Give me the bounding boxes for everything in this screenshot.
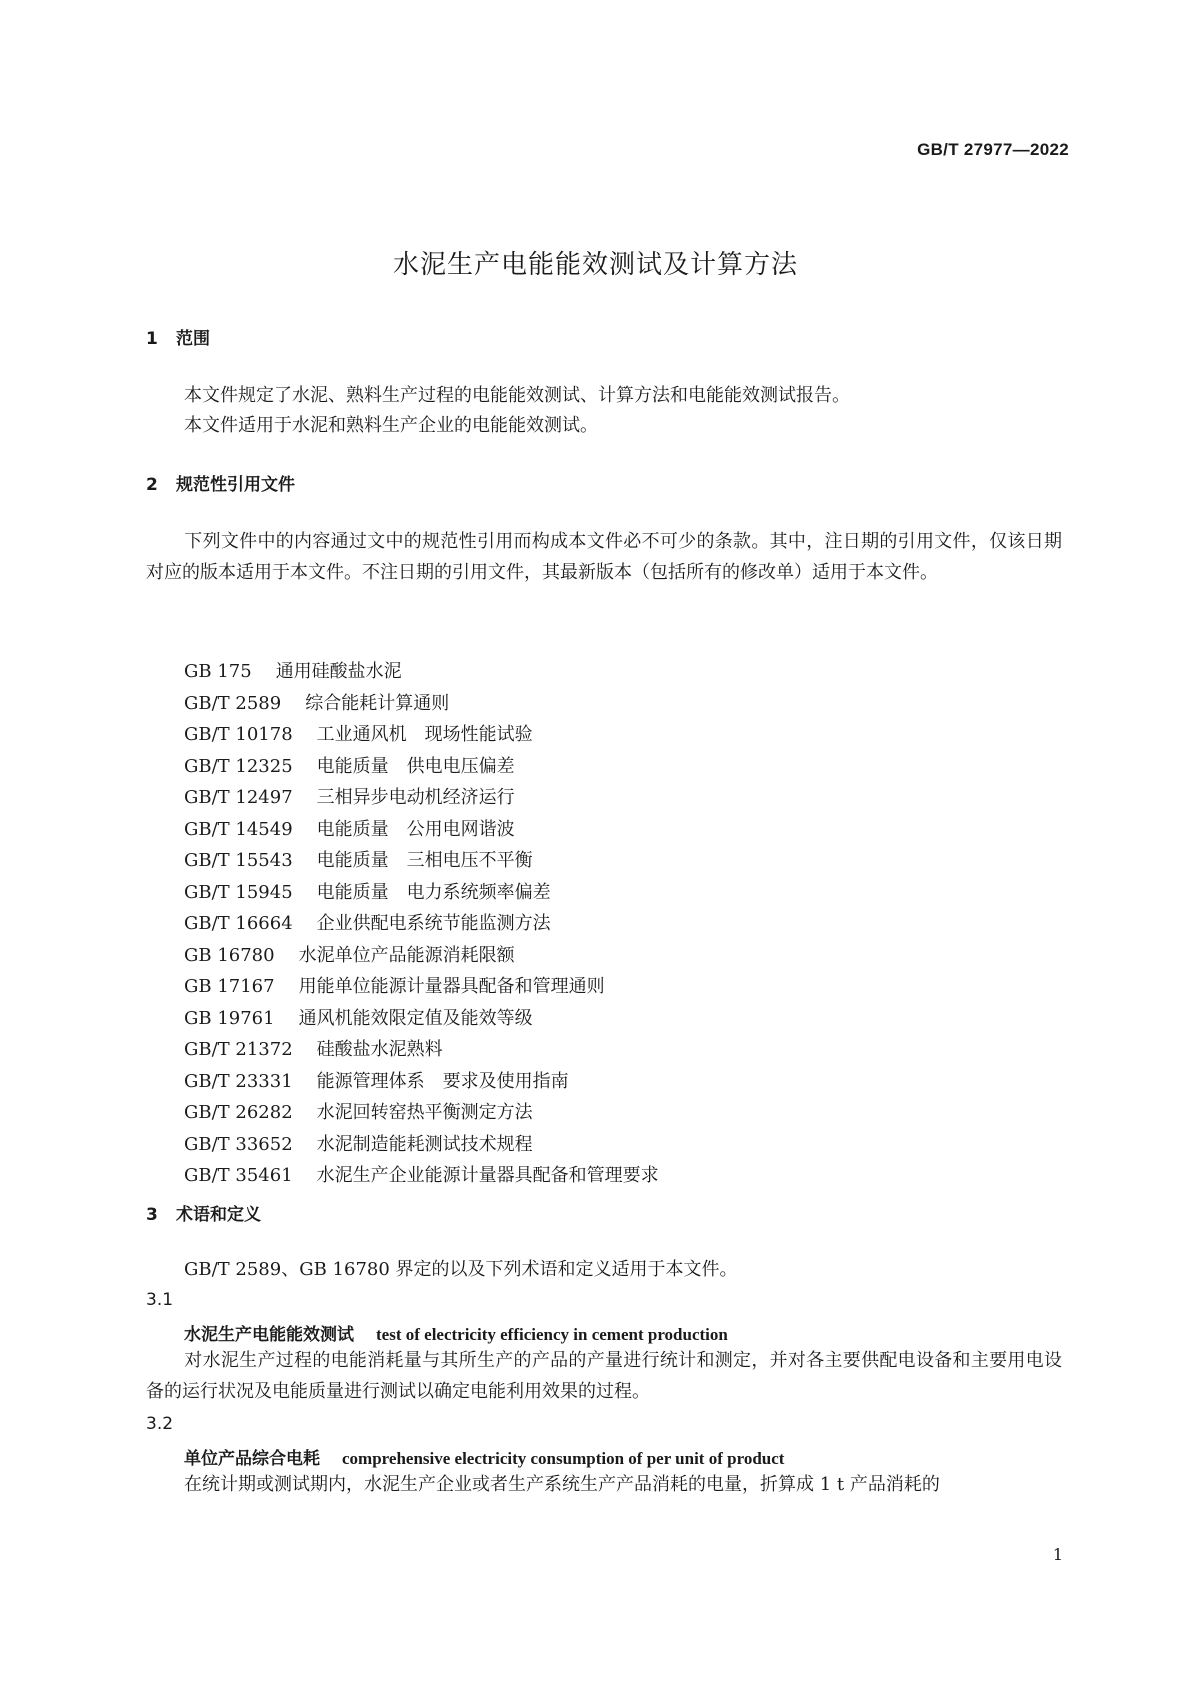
list-item	[184, 1129, 659, 1161]
reference-code: GB 19761	[184, 1007, 275, 1029]
term-chinese: 单位产品综合电耗	[184, 1449, 320, 1469]
paragraph	[146, 380, 1062, 411]
reference-code: GB/T 26282	[184, 1102, 293, 1123]
document-title: 水泥生产电能能效测试及计算方法	[392, 250, 798, 280]
paragraph-text: 本文件适用于水泥和熟料生产企业的电能能效测试。	[184, 415, 598, 436]
term-definition	[146, 1469, 1062, 1500]
term-entry	[184, 1444, 784, 1469]
list-item	[184, 908, 659, 940]
terms-intro	[146, 1254, 1062, 1285]
reference-title: 水泥回转窑热平衡测定方法	[316, 1102, 533, 1123]
reference-code: GB 175	[184, 661, 252, 682]
reference-code: GB/T 21372	[184, 1039, 293, 1060]
list-item	[184, 1160, 659, 1192]
section-title: 范围	[176, 329, 210, 349]
list-item	[184, 1097, 659, 1129]
standard-code: GB/T 27977—2022	[917, 140, 1069, 159]
reference-title: 水泥制造能耗测试技术规程	[316, 1133, 533, 1155]
list-item	[184, 940, 659, 972]
reference-code: GB/T 14549	[184, 818, 293, 840]
section-title: 术语和定义	[176, 1205, 261, 1225]
section-number: 2	[146, 475, 158, 495]
section-number: 3	[146, 1205, 158, 1225]
reference-title: 电能质量 供电电压偏差	[316, 755, 515, 777]
list-item	[184, 719, 659, 751]
paragraph-text: 在统计期或测试期内，水泥生产企业或者生产系统生产产品消耗的电量，折算成 1 t 产品消耗的	[184, 1474, 940, 1495]
reference-title: 电能质量 三相电压不平衡	[316, 850, 533, 871]
list-item	[184, 877, 659, 909]
reference-title: 综合能耗计算通则	[305, 692, 450, 714]
section-number: 1	[146, 329, 158, 349]
list-item	[184, 688, 659, 720]
term-number: 3.2	[146, 1414, 174, 1434]
reference-code: GB/T 15543	[184, 850, 293, 871]
section-heading-scope	[146, 324, 210, 349]
section-title: 规范性引用文件	[176, 475, 295, 495]
list-item	[184, 1003, 659, 1035]
paragraph	[146, 410, 1062, 441]
paragraph-text: GB/T 2589、GB 16780 界定的以及下列术语和定义适用于本文件。	[184, 1259, 738, 1280]
reference-code: GB/T 35461	[184, 1165, 293, 1186]
reference-title: 能源管理体系 要求及使用指南	[316, 1070, 569, 1092]
reference-code: GB 16780	[184, 944, 275, 966]
reference-title: 电能质量 电力系统频率偏差	[316, 881, 551, 903]
reference-code: GB/T 16664	[184, 913, 293, 934]
reference-code: GB/T 2589	[184, 692, 282, 714]
reference-title: 硅酸盐水泥熟料	[316, 1039, 443, 1060]
list-item	[184, 782, 659, 814]
term-english: test of electricity efficiency in cement production	[376, 1325, 728, 1344]
list-item	[184, 845, 659, 877]
term-definition	[146, 1345, 1062, 1407]
reference-code: GB 17167	[184, 976, 275, 997]
references-intro	[146, 526, 1062, 588]
reference-title: 三相异步电动机经济运行	[316, 787, 515, 808]
reference-title: 用能单位能源计量器具配备和管理通则	[298, 976, 605, 997]
list-item	[184, 971, 659, 1003]
term-number: 3.1	[146, 1290, 174, 1310]
list-item	[184, 656, 659, 688]
reference-list	[184, 656, 659, 1192]
reference-code: GB/T 12497	[184, 787, 293, 808]
paragraph-text: 本文件规定了水泥、熟料生产过程的电能能效测试、计算方法和电能能效测试报告。	[184, 385, 850, 406]
paragraph-text: 对水泥生产过程的电能消耗量与其所生产的产品的产量进行统计和测定，并对各主要供配电设备和主要用电设备的运行状况及电能质量进行测试以确定电能利用效果的过程。	[146, 1350, 1062, 1402]
section-heading-terms	[146, 1200, 261, 1225]
reference-title: 水泥单位产品能源消耗限额	[298, 944, 515, 966]
term-entry	[184, 1320, 728, 1345]
reference-code: GB/T 33652	[184, 1133, 293, 1155]
reference-title: 企业供配电系统节能监测方法	[316, 913, 551, 934]
reference-code: GB/T 23331	[184, 1070, 293, 1092]
list-item	[184, 751, 659, 783]
term-english: comprehensive electricity consumption of per unit of product	[342, 1449, 785, 1468]
page-number: 1	[1052, 1545, 1063, 1564]
reference-title: 工业通风机 现场性能试验	[316, 724, 533, 745]
reference-code: GB/T 10178	[184, 724, 293, 745]
paragraph-text: 下列文件中的内容通过文中的规范性引用而构成本文件必不可少的条款。其中，注日期的引用文件，仅该日期对应的版本适用于本文件。不注日期的引用文件，其最新版本（包括所有的修改单）适用于本文件。	[146, 531, 1062, 583]
list-item	[184, 1034, 659, 1066]
reference-title: 电能质量 公用电网谐波	[316, 818, 515, 840]
section-heading-references	[146, 470, 295, 495]
reference-code: GB/T 15945	[184, 881, 293, 903]
reference-title: 通风机能效限定值及能效等级	[298, 1007, 533, 1029]
reference-title: 水泥生产企业能源计量器具配备和管理要求	[316, 1165, 659, 1186]
reference-title: 通用硅酸盐水泥	[275, 661, 402, 682]
term-chinese: 水泥生产电能能效测试	[184, 1325, 354, 1345]
reference-code: GB/T 12325	[184, 755, 293, 777]
list-item	[184, 1066, 659, 1098]
list-item	[184, 814, 659, 846]
